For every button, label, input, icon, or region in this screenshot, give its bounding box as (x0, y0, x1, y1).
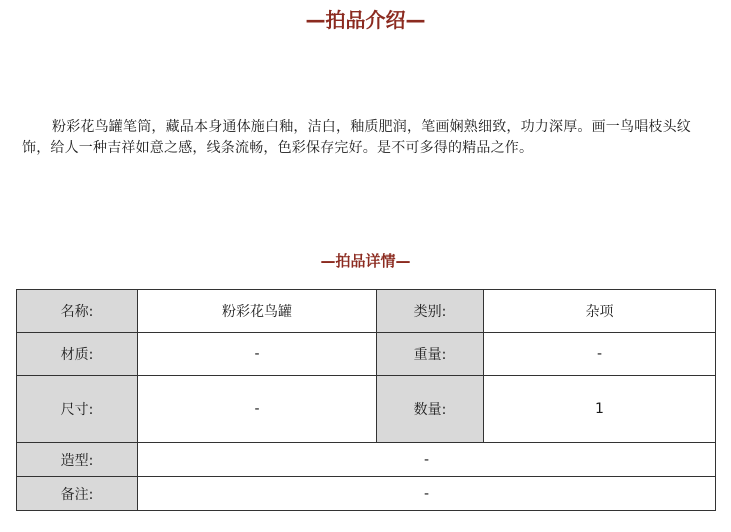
shape-label: 造型: (17, 443, 138, 477)
name-value: 粉彩花鸟罐 (138, 290, 377, 333)
table-row (17, 443, 716, 477)
table-row (17, 376, 716, 443)
table-row (17, 333, 716, 376)
item-description: 粉彩花鸟罐笔筒，藏品本身通体施白釉，洁白，釉质肥润，笔画娴熟细致，功力深厚。画一鸟唱枝头纹饰，给人一种吉祥如意之感，线条流畅，色彩保存完好。是不可多得的精品之作。 (22, 119, 691, 156)
material-value: - (138, 333, 377, 376)
category-value: 杂项 (484, 290, 716, 333)
details-table (16, 289, 716, 511)
weight-label: 重量: (377, 333, 484, 376)
table-row (17, 477, 716, 511)
quantity-label: 数量: (377, 376, 484, 443)
quantity-value: 1 (484, 376, 716, 443)
size-value: - (138, 376, 377, 443)
shape-value: - (138, 443, 716, 477)
remark-label: 备注: (17, 477, 138, 511)
size-label: 尺寸: (17, 376, 138, 443)
intro-section-title: —拍品介绍— (305, 8, 426, 32)
table-row (17, 290, 716, 333)
weight-value: - (484, 333, 716, 376)
name-label: 名称: (17, 290, 138, 333)
details-section-title: —拍品详情— (320, 252, 411, 270)
category-label: 类别: (377, 290, 484, 333)
material-label: 材质: (17, 333, 138, 376)
remark-value: - (138, 477, 716, 511)
